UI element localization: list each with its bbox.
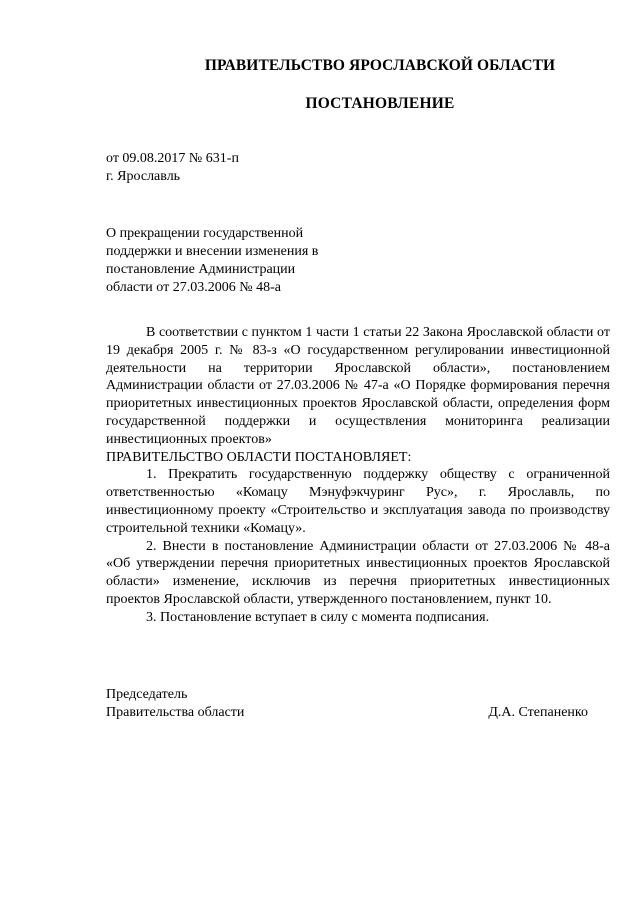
decree-subject (106, 225, 356, 297)
signatory-position-line: Правительства области (106, 705, 245, 720)
item-paragraph-3: 3. Постановление вступает в силу с момента подписания. (146, 609, 490, 625)
decree-body (106, 324, 610, 627)
subject-line: постановление Администрации (106, 262, 296, 277)
subject-line: поддержки и внесении изменения в (106, 244, 319, 259)
government-title: ПРАВИТЕЛЬСТВО ЯРОСЛАВСКОЙ ОБЛАСТИ (204, 57, 556, 74)
signatory-name: Д.А. Степаненко (488, 705, 588, 720)
decree-city: г. Ярославль (106, 169, 181, 184)
item-paragraph-1: 1. Прекратить государственную поддержку обществу с ограниченной ответственностью «Комацу Мэнуфэкчуринг Рус», г. Ярославль, по инвестиционному проекту «Строительство и эксплуатация завода по производству строительной техники «Комацу». (106, 467, 610, 536)
document-type-title: ПОСТАНОВЛЕНИЕ (305, 95, 455, 112)
subject-line: области от 27.03.2006 № 48-а (106, 280, 281, 295)
item-paragraph-2: 2. Внести в постановление Администрации области от 27.03.2006 № 48-а «Об утверждении перечня приоритетных инвестиционных проектов Ярославской области» изменение, исключив из перечня приоритетных инвестиционных проектов Ярославской области, утвержденного постановлением, пункт 10. (106, 538, 610, 607)
subject-line: О прекращении государственной (106, 226, 304, 241)
decree-date-number: от 09.08.2017 № 631-п (106, 151, 239, 166)
resolves-heading: ПРАВИТЕЛЬСТВО ОБЛАСТИ ПОСТАНОВЛЯЕТ: (106, 449, 412, 465)
signatory-position (106, 686, 244, 722)
preamble-paragraph: В соответствии с пунктом 1 части 1 статьи 22 Закона Ярославской области от 19 декабря 2005 г. № 83-з «О государственном регулировании инвестиционной деятельности на территории Ярославской области», постановлением Администрации области от 27.03.2006 № 47-а «О Порядке формирования перечня приоритетных инвестиционных проектов Ярославской области, определения форм государственной поддержки и осуществления мониторинга реализации инвестиционных проектов» (106, 325, 610, 447)
signatory-position-line: Председатель (106, 687, 188, 702)
